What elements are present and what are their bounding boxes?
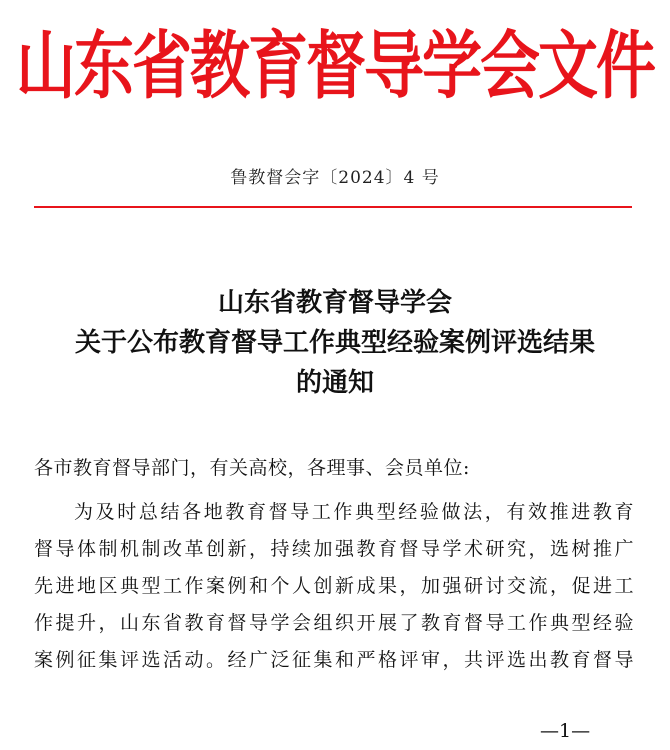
body-paragraph: [34, 494, 634, 679]
body-line: 督导体制机制改革创新，持续加强教育督导学术研究，选树推广: [34, 538, 634, 560]
notice-title-line-1: 山东省教育督导学会: [217, 288, 452, 318]
page-number: —1—: [540, 720, 591, 742]
salutation: 各市教育督导部门，有关高校，各理事、会员单位:: [34, 457, 470, 479]
masthead-title: 山东省教育督导学会文件: [16, 24, 654, 110]
body-line: 为及时总结各地教育督导工作典型经验做法，有效推进教育: [74, 501, 634, 523]
notice-title-line-3: 的通知: [295, 368, 374, 398]
body-line: 先进地区典型工作案例和个人创新成果，加强研讨交流，促进工: [34, 575, 634, 597]
notice-title-line-2: 关于公布教育督导工作典型经验案例评选结果: [74, 328, 595, 358]
body-line: 作提升，山东省教育督导学会组织开展了教育督导工作典型经验: [34, 612, 634, 634]
body-line: 案例征集评选活动。经广泛征集和严格评审，共评选出教育督导: [34, 649, 634, 671]
notice-title: [0, 283, 670, 403]
document-number: 鲁教督会字〔2024〕4 号: [230, 168, 440, 188]
red-divider-line: [34, 206, 632, 208]
